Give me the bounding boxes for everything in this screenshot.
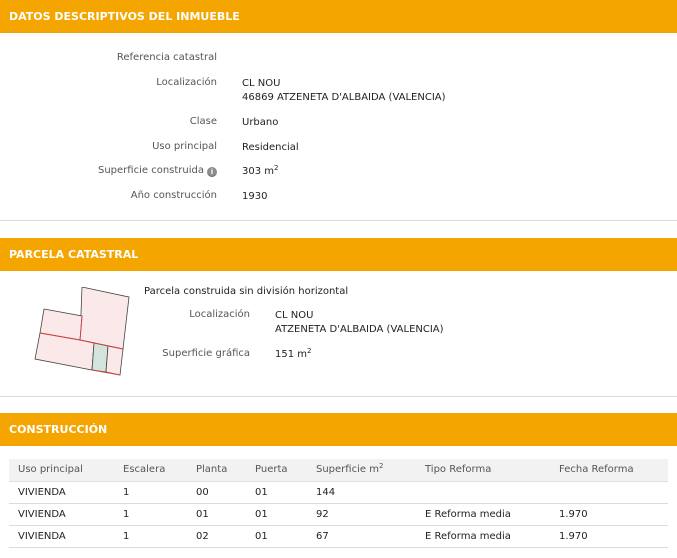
- parcel-building-top: [80, 287, 129, 349]
- cell-uso: VIVIENDA: [9, 525, 114, 547]
- col-header-escalera: Escalera: [114, 459, 187, 481]
- year-label: Año construcción: [130, 190, 217, 201]
- cell-escalera: 1: [114, 503, 187, 525]
- cell-planta: 00: [187, 481, 246, 503]
- col-header-uso: Uso principal: [9, 459, 114, 481]
- cell-tipo-reforma: [416, 481, 550, 503]
- cell-planta: 02: [187, 525, 246, 547]
- parcel-surface-unit-sup: 2: [307, 347, 312, 355]
- table-row: [9, 503, 668, 525]
- surface-label-row: [40, 165, 217, 177]
- table-header-row: [9, 459, 668, 481]
- class-value: Urbano: [242, 117, 279, 128]
- section-header-parcel: PARCELA CATASTRAL: [0, 238, 677, 271]
- cell-superficie: 144: [307, 481, 416, 503]
- col-header-fecha-reforma: Fecha Reforma: [550, 459, 668, 481]
- parcel-surface-label: Superficie gráfica: [162, 348, 250, 359]
- cell-puerta: 01: [246, 503, 307, 525]
- surface-unit-sup: 2: [274, 164, 279, 172]
- surface-value-row: [242, 165, 278, 179]
- col-header-planta: Planta: [187, 459, 246, 481]
- parcel-description: Parcela construida sin división horizontal: [144, 286, 349, 297]
- year-value: 1930: [242, 191, 268, 202]
- cell-fecha-reforma: 1.970: [550, 525, 668, 547]
- section-divider: [0, 396, 677, 397]
- table-row: [9, 525, 668, 547]
- class-label: Clase: [189, 116, 217, 127]
- info-icon[interactable]: i: [207, 167, 217, 177]
- cell-planta: 01: [187, 503, 246, 525]
- cell-uso: VIVIENDA: [9, 503, 114, 525]
- parcel-building-right: [106, 346, 123, 375]
- parcel-map[interactable]: [32, 287, 132, 382]
- cell-fecha-reforma: 1.970: [550, 503, 668, 525]
- location-line1: CL NOU: [242, 78, 281, 89]
- col-header-puerta: Puerta: [246, 459, 307, 481]
- cell-tipo-reforma: E Reforma media: [416, 525, 550, 547]
- cell-puerta: 01: [246, 525, 307, 547]
- location-line2: 46869 ATZENETA D'ALBAIDA (VALENCIA): [242, 92, 446, 103]
- section-header-construction: CONSTRUCCIÓN: [0, 413, 677, 446]
- surface-value: 303 m: [242, 166, 275, 177]
- cell-escalera: 1: [114, 525, 187, 547]
- use-value: Residencial: [242, 142, 299, 153]
- location-label: Localización: [156, 77, 217, 88]
- cell-superficie: 92: [307, 503, 416, 525]
- cell-puerta: 01: [246, 481, 307, 503]
- col-header-tipo-reforma: Tipo Reforma: [416, 459, 550, 481]
- parcel-courtyard: [92, 343, 108, 372]
- parcel-location-line2: ATZENETA D'ALBAIDA (VALENCIA): [275, 324, 444, 335]
- section-divider: [0, 220, 677, 221]
- cell-fecha-reforma: [550, 481, 668, 503]
- section-header-descriptive: DATOS DESCRIPTIVOS DEL INMUEBLE: [0, 0, 677, 33]
- col-header-superficie-label: Superficie m: [316, 464, 379, 476]
- cell-escalera: 1: [114, 481, 187, 503]
- construction-table: [9, 459, 668, 548]
- cell-superficie: 67: [307, 525, 416, 547]
- col-header-superficie: [307, 459, 416, 481]
- use-label: Uso principal: [152, 141, 217, 152]
- col-header-superficie-sup: 2: [378, 462, 384, 471]
- parcel-surface-value-row: [275, 348, 311, 362]
- cell-tipo-reforma: E Reforma media: [416, 503, 550, 525]
- parcel-location-label: Localización: [189, 309, 250, 320]
- parcel-surface-value: 151 m: [275, 349, 308, 360]
- parcel-location-line1: CL NOU: [275, 310, 314, 321]
- table-row: [9, 481, 668, 503]
- surface-label: Superficie construida: [98, 165, 204, 176]
- cell-uso: VIVIENDA: [9, 481, 114, 503]
- ref-label: Referencia catastral: [116, 52, 217, 63]
